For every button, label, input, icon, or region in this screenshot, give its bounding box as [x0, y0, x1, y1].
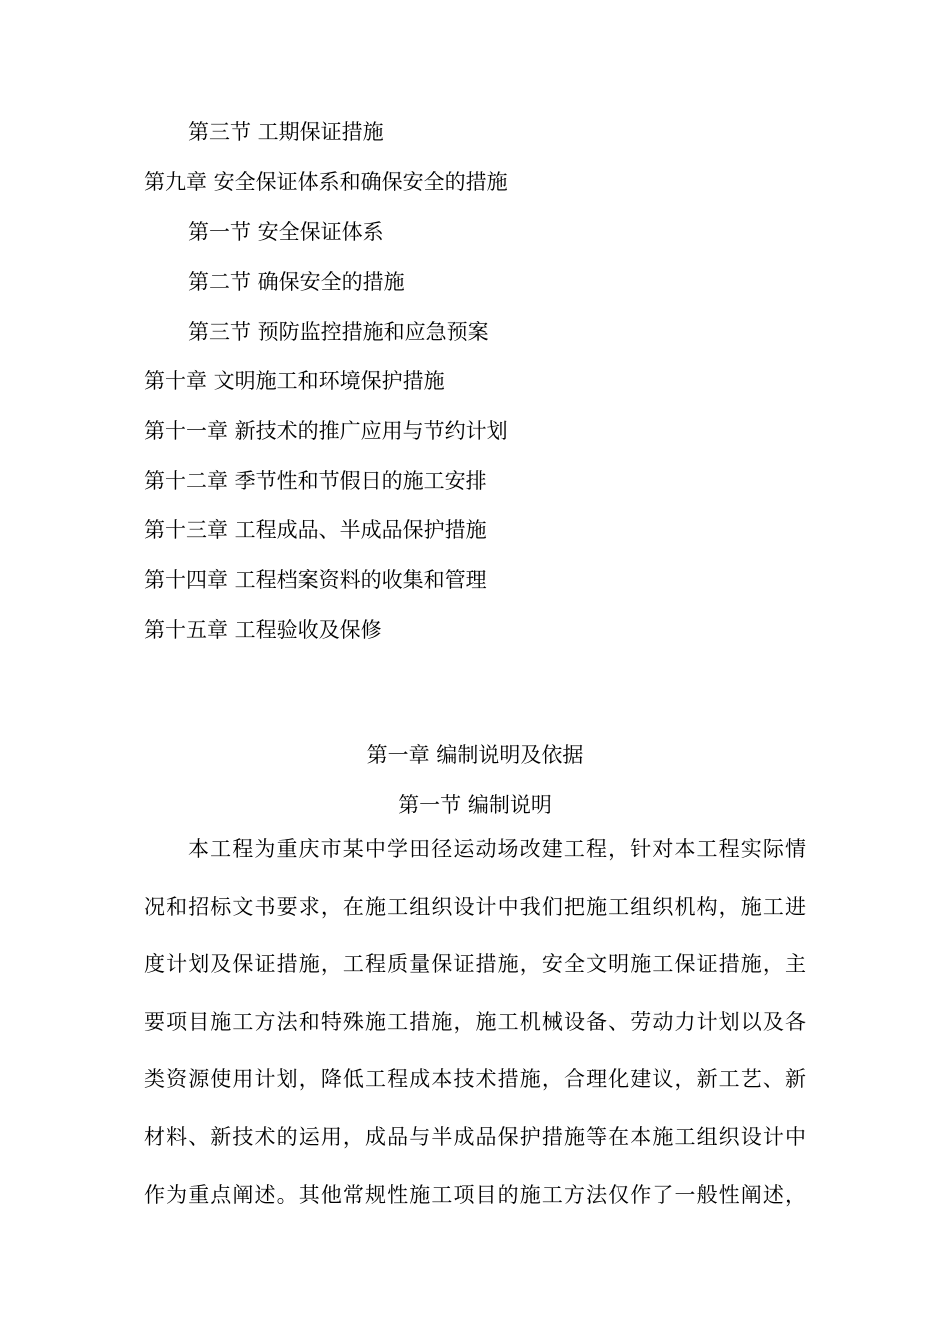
paragraph-line: 作为重点阐述。其他常规性施工项目的施工方法仅作了一般性阐述，: [144, 1183, 806, 1207]
toc-entry-chapter: 第十二章 季节性和节假日的施工安排: [144, 469, 487, 493]
paragraph-line: 度计划及保证措施，工程质量保证措施，安全文明施工保证措施，主: [144, 952, 806, 976]
toc-entry-section: 第三节 工期保证措施: [188, 120, 384, 144]
toc-entry-chapter: 第十章 文明施工和环境保护措施: [144, 369, 445, 393]
paragraph-line: 况和招标文书要求，在施工组织设计中我们把施工组织机构，施工进: [144, 895, 806, 919]
toc-entry-section: 第一节 安全保证体系: [188, 220, 384, 244]
paragraph-line: 本工程为重庆市某中学田径运动场改建工程，针对本工程实际情: [188, 837, 806, 861]
paragraph-line: 材料、新技术的运用，成品与半成品保护措施等在本施工组织设计中: [144, 1125, 806, 1149]
paragraph-line: 要项目施工方法和特殊施工措施，施工机械设备、劳动力计划以及各: [144, 1010, 806, 1034]
toc-entry-chapter: 第十五章 工程验收及保修: [144, 618, 382, 642]
toc-entry-chapter: 第十一章 新技术的推广应用与节约计划: [144, 419, 508, 443]
paragraph-line: 类资源使用计划，降低工程成本技术措施，合理化建议，新工艺、新: [144, 1067, 806, 1091]
toc-entry-section: 第二节 确保安全的措施: [188, 270, 405, 294]
chapter-title: 第一章 编制说明及依据: [366, 743, 584, 767]
toc-entry-chapter: 第十三章 工程成品、半成品保护措施: [144, 518, 487, 542]
section-title: 第一节 编制说明: [398, 793, 552, 817]
toc-entry-section: 第三节 预防监控措施和应急预案: [188, 320, 489, 344]
toc-entry-chapter: 第十四章 工程档案资料的收集和管理: [144, 568, 487, 592]
toc-entry-chapter: 第九章 安全保证体系和确保安全的措施: [144, 170, 508, 194]
